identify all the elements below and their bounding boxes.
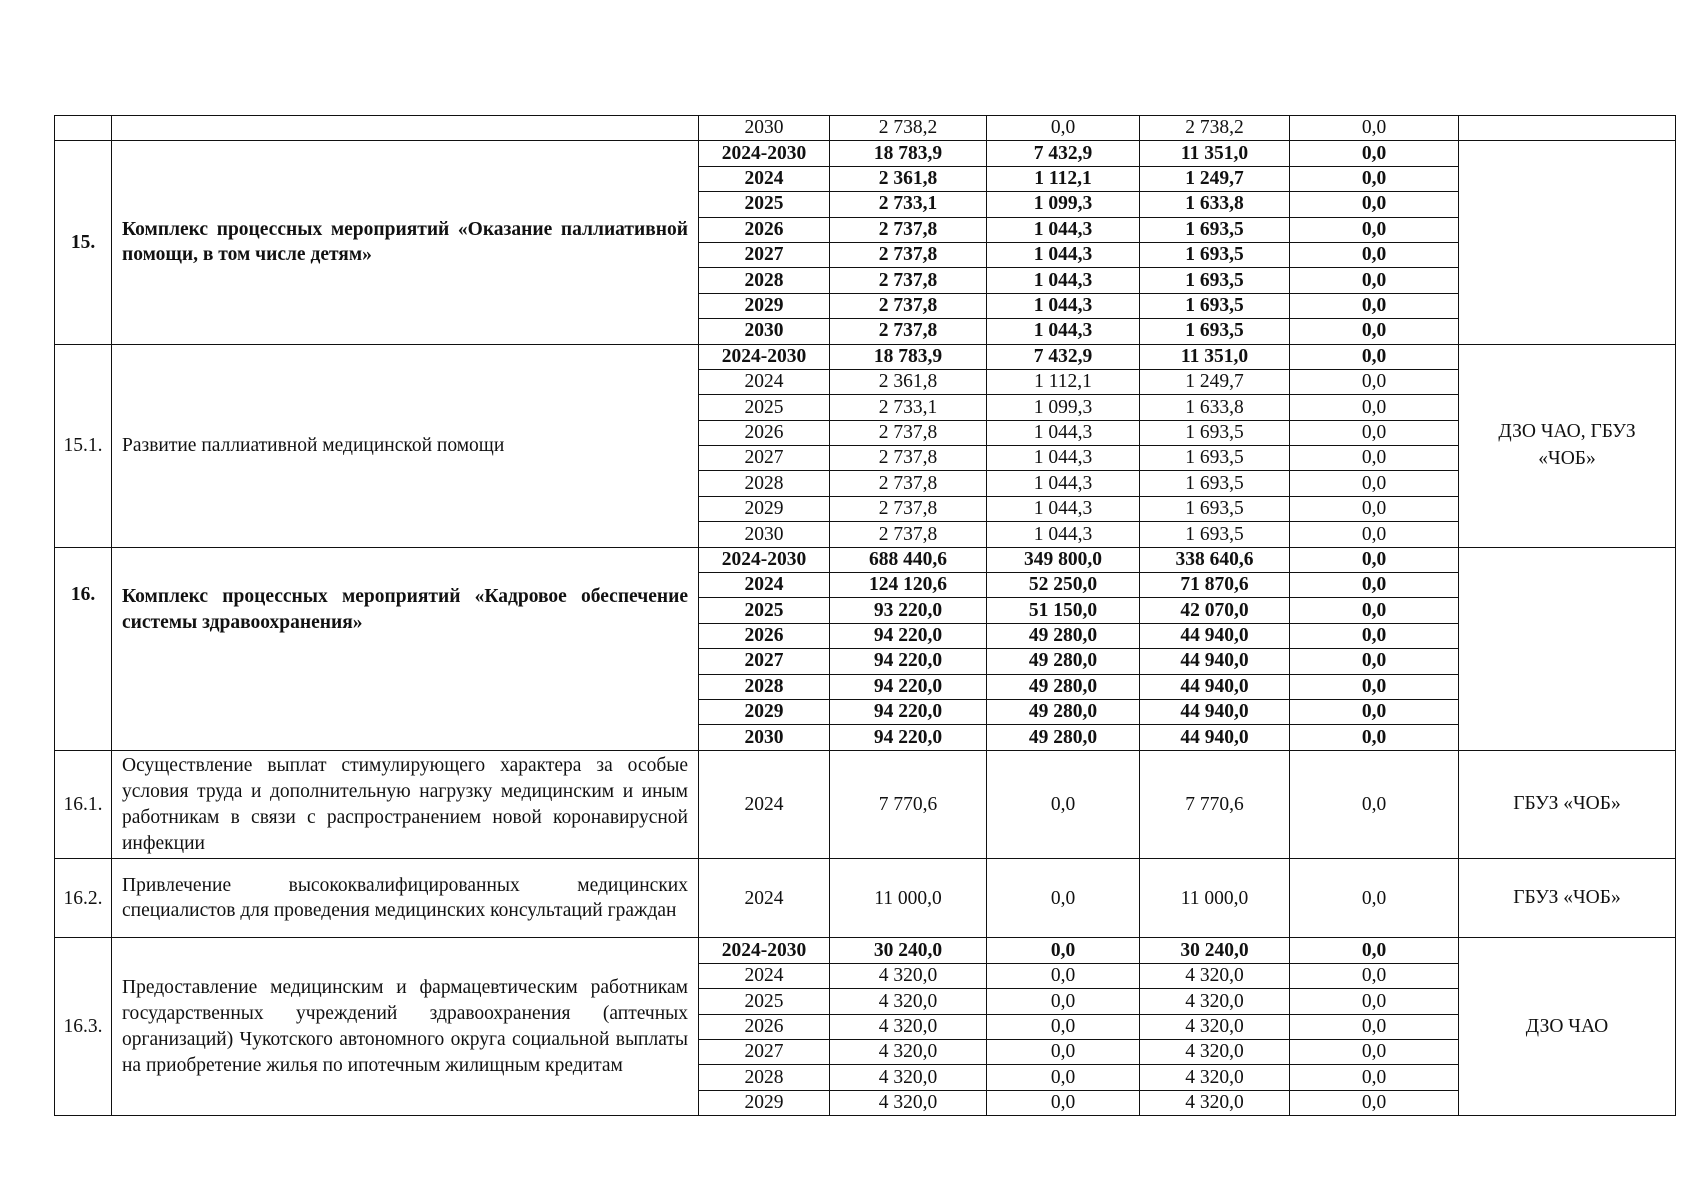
value-cell: 4 320,0 <box>1140 1014 1290 1039</box>
year-cell: 2025 <box>699 395 830 420</box>
value-cell: 4 320,0 <box>1140 963 1290 988</box>
section-number: 16.2. <box>55 859 112 938</box>
value-cell: 51 150,0 <box>987 598 1140 623</box>
value-cell: 1 693,5 <box>1140 471 1290 496</box>
value-cell: 0,0 <box>1290 471 1459 496</box>
value-cell: 0,0 <box>1290 674 1459 699</box>
section-title: Комплекс процессных мероприятий «Оказание паллиативной помощи, в том числе детям» <box>112 141 699 344</box>
value-cell: 0,0 <box>1290 859 1459 938</box>
value-cell: 1 112,1 <box>987 369 1140 394</box>
year-cell: 2025 <box>699 192 830 217</box>
table-row <box>55 750 1676 859</box>
total-cell: 2 737,8 <box>830 319 987 344</box>
section-title: Предоставление медицинским и фармацевтическим работникам государственных учреждений здравоохранения (аптечных организаций) Чукотского автономного округа социальной выплаты на приобретение жилья по ипотечным жилищным кредитам <box>112 938 699 1116</box>
year-cell: 2030 <box>699 319 830 344</box>
value-cell: 0,0 <box>1290 420 1459 445</box>
value-cell: 0,0 <box>1290 166 1459 191</box>
value-cell: 0,0 <box>1290 649 1459 674</box>
value-cell: 49 280,0 <box>987 649 1140 674</box>
table-row <box>55 547 1676 572</box>
total-cell: 4 320,0 <box>830 989 987 1014</box>
value-cell: 52 250,0 <box>987 573 1140 598</box>
year-cell: 2024 <box>699 859 830 938</box>
value-cell: 44 940,0 <box>1140 725 1290 750</box>
table-row <box>55 141 1676 166</box>
year-cell: 2026 <box>699 623 830 648</box>
value-cell: 0,0 <box>1290 623 1459 648</box>
value-cell: 4 320,0 <box>1140 1090 1290 1115</box>
value-cell: 1 693,5 <box>1140 420 1290 445</box>
year-cell: 2030 <box>699 725 830 750</box>
value-cell: 349 800,0 <box>987 547 1140 572</box>
total-cell: 2 737,8 <box>830 471 987 496</box>
year-cell: 2024 <box>699 166 830 191</box>
year-cell: 2024-2030 <box>699 547 830 572</box>
value-cell: 0,0 <box>987 116 1140 141</box>
value-cell: 2 738,2 <box>1140 116 1290 141</box>
value-cell: 1 099,3 <box>987 192 1140 217</box>
section-title: Комплекс процессных мероприятий «Кадровое обеспечение системы здравоохранения» <box>112 547 699 750</box>
value-cell: 0,0 <box>1290 217 1459 242</box>
value-cell: 1 044,3 <box>987 496 1140 521</box>
executor-cell <box>1459 116 1676 141</box>
year-cell: 2024-2030 <box>699 141 830 166</box>
year-cell: 2024 <box>699 573 830 598</box>
value-cell: 0,0 <box>1290 699 1459 724</box>
value-cell: 1 249,7 <box>1140 369 1290 394</box>
year-cell: 2027 <box>699 242 830 267</box>
value-cell: 49 280,0 <box>987 699 1140 724</box>
value-cell: 1 112,1 <box>987 166 1140 191</box>
value-cell: 1 044,3 <box>987 471 1140 496</box>
year-cell: 2026 <box>699 420 830 445</box>
section-number: 16. <box>55 547 112 750</box>
total-cell: 688 440,6 <box>830 547 987 572</box>
value-cell: 1 693,5 <box>1140 242 1290 267</box>
year-cell: 2025 <box>699 598 830 623</box>
year-cell: 2024 <box>699 750 830 859</box>
value-cell: 0,0 <box>1290 344 1459 369</box>
year-cell: 2028 <box>699 471 830 496</box>
year-cell: 2025 <box>699 989 830 1014</box>
section-title: Привлечение высококвалифицированных медицинских специалистов для проведения медицинских консультаций граждан <box>112 859 699 938</box>
total-cell: 94 220,0 <box>830 699 987 724</box>
value-cell: 1 693,5 <box>1140 522 1290 547</box>
value-cell: 1 044,3 <box>987 522 1140 547</box>
total-cell: 7 770,6 <box>830 750 987 859</box>
executor-cell: ГБУЗ «ЧОБ» <box>1459 859 1676 938</box>
total-cell: 2 737,8 <box>830 268 987 293</box>
value-cell: 338 640,6 <box>1140 547 1290 572</box>
value-cell: 7 432,9 <box>987 344 1140 369</box>
value-cell: 0,0 <box>1290 1065 1459 1090</box>
year-cell: 2028 <box>699 1065 830 1090</box>
year-cell: 2030 <box>699 116 830 141</box>
section-number: 15.1. <box>55 344 112 547</box>
executor-cell: ГБУЗ «ЧОБ» <box>1459 750 1676 859</box>
value-cell: 1 693,5 <box>1140 268 1290 293</box>
executor-cell <box>1459 547 1676 750</box>
value-cell: 1 044,3 <box>987 242 1140 267</box>
value-cell: 0,0 <box>1290 192 1459 217</box>
value-cell: 1 044,3 <box>987 420 1140 445</box>
value-cell: 0,0 <box>1290 242 1459 267</box>
value-cell: 0,0 <box>987 989 1140 1014</box>
section-number: 16.1. <box>55 750 112 859</box>
value-cell: 7 432,9 <box>987 141 1140 166</box>
index-cell <box>55 116 112 141</box>
year-cell: 2026 <box>699 217 830 242</box>
value-cell: 0,0 <box>1290 446 1459 471</box>
value-cell: 0,0 <box>987 1090 1140 1115</box>
total-cell: 4 320,0 <box>830 1040 987 1065</box>
value-cell: 49 280,0 <box>987 725 1140 750</box>
value-cell: 1 044,3 <box>987 293 1140 318</box>
value-cell: 0,0 <box>987 1014 1140 1039</box>
value-cell: 0,0 <box>1290 293 1459 318</box>
total-cell: 4 320,0 <box>830 963 987 988</box>
total-cell: 2 737,8 <box>830 242 987 267</box>
value-cell: 0,0 <box>1290 963 1459 988</box>
total-cell: 18 783,9 <box>830 141 987 166</box>
total-cell: 2 737,8 <box>830 446 987 471</box>
value-cell: 0,0 <box>1290 573 1459 598</box>
value-cell: 1 693,5 <box>1140 293 1290 318</box>
value-cell: 44 940,0 <box>1140 623 1290 648</box>
section-title: Развитие паллиативной медицинской помощи <box>112 344 699 547</box>
total-cell: 30 240,0 <box>830 938 987 963</box>
executor-cell: ДЗО ЧАО <box>1459 938 1676 1116</box>
value-cell: 11 000,0 <box>1140 859 1290 938</box>
year-cell: 2027 <box>699 446 830 471</box>
description-cell <box>112 116 699 141</box>
total-cell: 94 220,0 <box>830 623 987 648</box>
value-cell: 0,0 <box>1290 989 1459 1014</box>
total-cell: 18 783,9 <box>830 344 987 369</box>
value-cell: 0,0 <box>1290 395 1459 420</box>
section-title: Осуществление выплат стимулирующего характера за особые условия труда и дополнительную нагрузку медицинским и иным работникам в связи с распространением новой коронавирусной инфекции <box>112 750 699 859</box>
total-cell: 2 737,8 <box>830 496 987 521</box>
year-cell: 2024 <box>699 963 830 988</box>
section-number: 15. <box>55 141 112 344</box>
value-cell: 0,0 <box>987 963 1140 988</box>
value-cell: 0,0 <box>1290 1014 1459 1039</box>
year-cell: 2028 <box>699 268 830 293</box>
year-cell: 2029 <box>699 496 830 521</box>
value-cell: 7 770,6 <box>1140 750 1290 859</box>
value-cell: 1 099,3 <box>987 395 1140 420</box>
value-cell: 0,0 <box>987 859 1140 938</box>
value-cell: 4 320,0 <box>1140 1065 1290 1090</box>
year-cell: 2028 <box>699 674 830 699</box>
table-row <box>55 938 1676 963</box>
total-cell: 2 737,8 <box>830 293 987 318</box>
value-cell: 0,0 <box>1290 141 1459 166</box>
total-cell: 2 361,8 <box>830 369 987 394</box>
total-cell: 4 320,0 <box>830 1090 987 1115</box>
value-cell: 1 044,3 <box>987 268 1140 293</box>
value-cell: 0,0 <box>1290 319 1459 344</box>
value-cell: 0,0 <box>1290 598 1459 623</box>
value-cell: 0,0 <box>1290 725 1459 750</box>
value-cell: 0,0 <box>1290 268 1459 293</box>
total-cell: 124 120,6 <box>830 573 987 598</box>
value-cell: 0,0 <box>1290 1040 1459 1065</box>
value-cell: 4 320,0 <box>1140 989 1290 1014</box>
value-cell: 44 940,0 <box>1140 674 1290 699</box>
value-cell: 71 870,6 <box>1140 573 1290 598</box>
total-cell: 2 738,2 <box>830 116 987 141</box>
value-cell: 11 351,0 <box>1140 141 1290 166</box>
year-cell: 2030 <box>699 522 830 547</box>
value-cell: 11 351,0 <box>1140 344 1290 369</box>
value-cell: 0,0 <box>1290 369 1459 394</box>
value-cell: 1 633,8 <box>1140 192 1290 217</box>
year-cell: 2029 <box>699 699 830 724</box>
value-cell: 0,0 <box>1290 938 1459 963</box>
total-cell: 94 220,0 <box>830 649 987 674</box>
year-cell: 2027 <box>699 1040 830 1065</box>
value-cell: 1 693,5 <box>1140 446 1290 471</box>
executor-cell: ДЗО ЧАО, ГБУЗ «ЧОБ» <box>1459 344 1676 547</box>
value-cell: 1 693,5 <box>1140 319 1290 344</box>
value-cell: 44 940,0 <box>1140 699 1290 724</box>
year-cell: 2024 <box>699 369 830 394</box>
value-cell: 0,0 <box>987 1065 1140 1090</box>
value-cell: 1 044,3 <box>987 446 1140 471</box>
value-cell: 0,0 <box>1290 522 1459 547</box>
total-cell: 94 220,0 <box>830 725 987 750</box>
total-cell: 2 737,8 <box>830 420 987 445</box>
total-cell: 2 737,8 <box>830 217 987 242</box>
value-cell: 44 940,0 <box>1140 649 1290 674</box>
year-cell: 2024-2030 <box>699 938 830 963</box>
value-cell: 0,0 <box>1290 1090 1459 1115</box>
value-cell: 0,0 <box>1290 116 1459 141</box>
total-cell: 2 733,1 <box>830 395 987 420</box>
total-cell: 2 733,1 <box>830 192 987 217</box>
value-cell: 1 249,7 <box>1140 166 1290 191</box>
value-cell: 1 044,3 <box>987 217 1140 242</box>
year-cell: 2029 <box>699 293 830 318</box>
financing-table <box>54 115 1676 1116</box>
year-cell: 2026 <box>699 1014 830 1039</box>
value-cell: 30 240,0 <box>1140 938 1290 963</box>
value-cell: 0,0 <box>987 938 1140 963</box>
value-cell: 4 320,0 <box>1140 1040 1290 1065</box>
year-cell: 2024-2030 <box>699 344 830 369</box>
total-cell: 4 320,0 <box>830 1065 987 1090</box>
year-cell: 2029 <box>699 1090 830 1115</box>
value-cell: 0,0 <box>1290 750 1459 859</box>
total-cell: 11 000,0 <box>830 859 987 938</box>
total-cell: 93 220,0 <box>830 598 987 623</box>
value-cell: 1 693,5 <box>1140 496 1290 521</box>
value-cell: 0,0 <box>1290 496 1459 521</box>
table-row <box>55 344 1676 369</box>
value-cell: 0,0 <box>1290 547 1459 572</box>
value-cell: 1 693,5 <box>1140 217 1290 242</box>
value-cell: 1 633,8 <box>1140 395 1290 420</box>
section-number: 16.3. <box>55 938 112 1116</box>
value-cell: 1 044,3 <box>987 319 1140 344</box>
total-cell: 94 220,0 <box>830 674 987 699</box>
value-cell: 0,0 <box>987 750 1140 859</box>
value-cell: 49 280,0 <box>987 674 1140 699</box>
year-cell: 2027 <box>699 649 830 674</box>
value-cell: 42 070,0 <box>1140 598 1290 623</box>
value-cell: 0,0 <box>987 1040 1140 1065</box>
total-cell: 2 361,8 <box>830 166 987 191</box>
value-cell: 49 280,0 <box>987 623 1140 648</box>
table-row <box>55 116 1676 141</box>
total-cell: 4 320,0 <box>830 1014 987 1039</box>
table-row <box>55 859 1676 938</box>
executor-cell <box>1459 141 1676 344</box>
total-cell: 2 737,8 <box>830 522 987 547</box>
